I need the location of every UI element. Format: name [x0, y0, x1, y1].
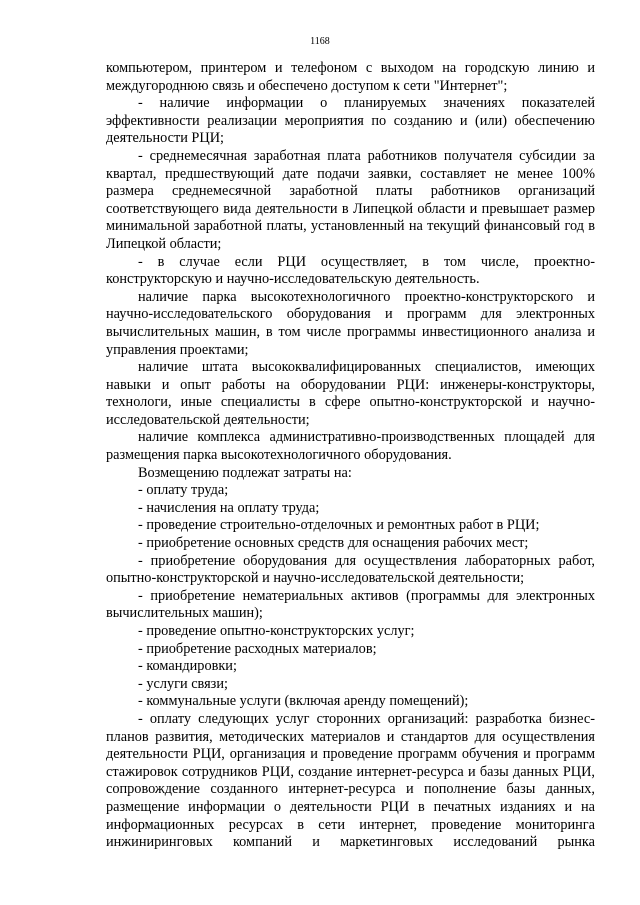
paragraph: компьютером, принтером и телефоном с выходом на городскую линию и междугороднюю связь и обеспечено доступом к сети "Интернет"; — [106, 60, 595, 94]
list-item: - приобретение основных средств для оснащения рабочих мест; — [138, 535, 529, 552]
list-item: - приобретение расходных материалов; — [138, 640, 377, 657]
list-item: - проведение строительно-отделочных и ремонтных работ в РЦИ; — [138, 517, 540, 534]
list-item: - приобретение нематериальных активов (программы для электронных вычислительных машин); — [106, 587, 595, 622]
list-item: - приобретение оборудования для осуществления лабораторных работ, опытно-конструкторской и научно-исследовательской деятельности; — [106, 552, 595, 587]
list-item: - оплату труда; — [138, 482, 229, 499]
page-number: 1168 — [310, 36, 330, 47]
list-item: - начисления на оплату труда; — [138, 499, 320, 516]
paragraph: - среднемесячная заработная плата работников получателя субсидии за квартал, предшествующий дате подачи заявки, составляет не менее 100% размера среднемесячной заработной платы работников организаций соответствующего вида деятельности в Липецкой области и превышает размер минимальной заработной платы, установленный на текущий финансовый год в Липецкой области; — [106, 147, 595, 252]
list-item: - командировки; — [138, 658, 237, 675]
list-item: - оплату следующих услуг сторонних организаций: разработка бизнес-планов развития, методических материалов и стандартов для осуществления деятельности РЦИ, организация и проведение программ обучения и программ стажировок сотрудников РЦИ, создание интернет-ресурса и базы данных РЦИ, сопровождение созданного интернет-ресурса и пополнение базы данных, размещение информации о деятельности РЦИ в печатных изданиях и на информационных ресурсах в сети интернет, проведение мониторинга инжиниринговых компаний и маркетинговых исследований рынка — [106, 710, 595, 851]
paragraph: Возмещению подлежат затраты на: — [138, 464, 352, 481]
paragraph: - наличие информации о планируемых значениях показателей эффективности реализации мероприятия по созданию и (или) обеспечению деятельности РЦИ; — [106, 95, 595, 147]
paragraph: наличие парка высокотехнологичного проектно-конструкторского и научно-исследовательского оборудования и программ для электронных вычислительных машин, в том числе программы инвестиционного анализа и управления проектами; — [106, 288, 595, 358]
list-item: - услуги связи; — [138, 675, 228, 692]
list-item: - проведение опытно-конструкторских услуг; — [138, 623, 415, 639]
document-body — [106, 60, 595, 852]
paragraph: - в случае если РЦИ осуществляет, в том числе, проектно-конструкторскую и научно-исследовательскую деятельность. — [106, 253, 595, 288]
paragraph: наличие штата высококвалифицированных специалистов, имеющих навыки и опыт работы на оборудовании РЦИ: инженеры-конструкторы, технологи, иные специалисты в сфере опытно-конструкторской и научно-исследовательской деятельности; — [106, 359, 595, 428]
paragraph: наличие комплекса административно-производственных площадей для размещения парка высокотехнологичного оборудования. — [106, 429, 595, 464]
list-item: - коммунальные услуги (включая аренду помещений); — [138, 693, 469, 710]
